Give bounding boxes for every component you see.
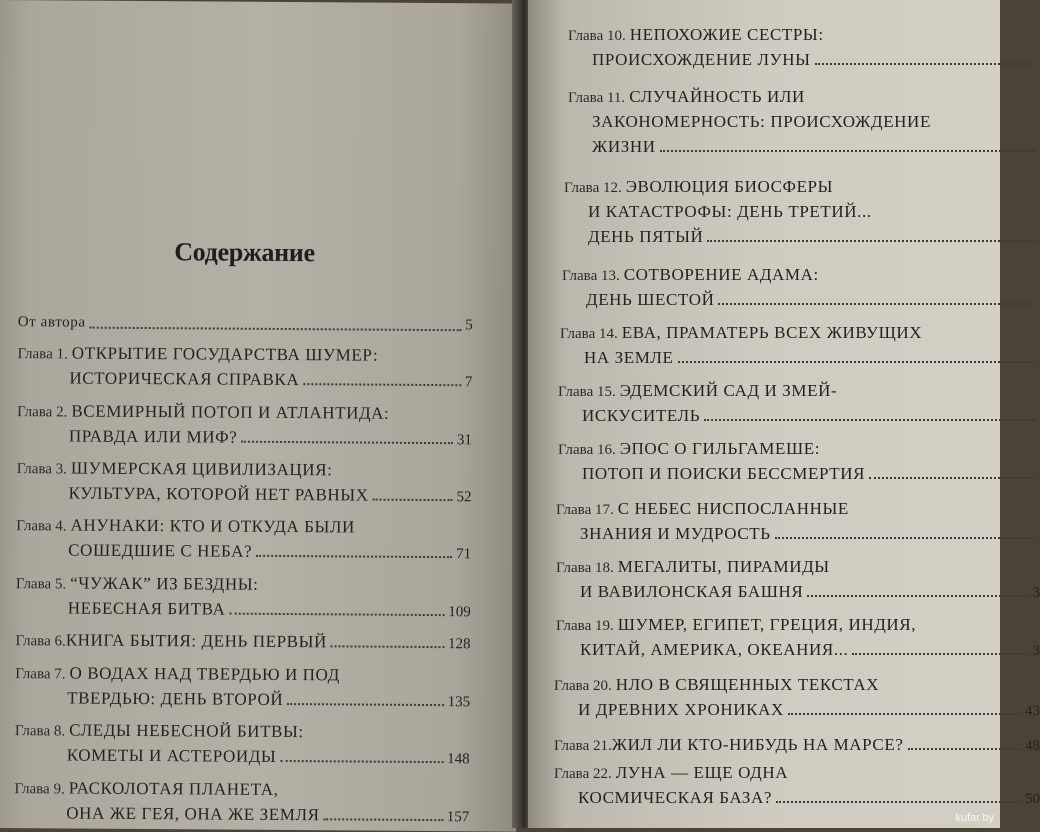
chapter-title: ШУМЕРСКАЯ ЦИВИЛИЗАЦИЯ: xyxy=(71,459,333,480)
toc-entry xyxy=(568,22,1040,72)
toc-entry xyxy=(558,436,1040,486)
chapter-label: Глава 22. xyxy=(554,766,612,782)
toc-page-number: 135 xyxy=(448,690,471,715)
toc-entry xyxy=(560,320,1040,370)
chapter-label: Глава 12. xyxy=(564,180,622,196)
chapter-title: КУЛЬТУРА, КОТОРОЙ НЕТ РАВНЫХ xyxy=(68,480,368,507)
toc-entry xyxy=(15,717,470,770)
toc-entry xyxy=(554,732,1040,757)
toc-entry xyxy=(17,398,472,451)
chapter-title: ЭПОС О ГИЛЬГАМЕШЕ: xyxy=(620,439,820,458)
chapter-label: Глава 21. xyxy=(554,734,612,759)
chapter-title: КНИГА БЫТИЯ: ДЕНЬ ПЕРВЫЙ xyxy=(66,627,327,654)
chapter-title: ДЕНЬ ШЕСТОЙ xyxy=(586,287,714,312)
toc-entry xyxy=(558,378,1040,428)
toc-entry xyxy=(16,455,471,508)
chapter-title: АНУНАКИ: КТО И ОТКУДА БЫЛИ xyxy=(71,516,356,537)
toc-page-number: 128 xyxy=(448,632,471,657)
toc-entry xyxy=(14,775,469,828)
toc-entry xyxy=(562,262,1040,312)
chapter-title: С НЕБЕС НИСПОСЛАННЫЕ xyxy=(618,499,849,518)
chapter-title: И КАТАСТРОФЫ: ДЕНЬ ТРЕТИЙ... xyxy=(588,202,872,221)
toc-page-number: 157 xyxy=(447,805,470,830)
chapter-label: Глава 6. xyxy=(15,629,65,654)
contents-heading: Содержание xyxy=(174,237,315,268)
chapter-label: Глава 4. xyxy=(16,518,66,534)
leader-dots xyxy=(704,418,1036,421)
chapter-title: ЭВОЛЮЦИЯ БИОСФЕРЫ xyxy=(626,177,833,196)
leader-dots xyxy=(303,382,461,386)
chapter-title: НЕБЕСНАЯ БИТВА xyxy=(68,595,226,621)
chapter-label: Глава 1. xyxy=(17,346,67,362)
chapter-title: ЖИЛ ЛИ КТО-НИБУДЬ НА МАРСЕ? xyxy=(612,732,904,757)
toc-page-number: 3 xyxy=(1033,581,1040,606)
toc-page-number: 43 xyxy=(1025,699,1040,724)
chapter-label: Глава 15. xyxy=(558,384,616,400)
leader-dots xyxy=(280,759,443,763)
chapter-label: Глава 14. xyxy=(560,326,618,342)
toc-page-number: 148 xyxy=(447,747,470,772)
toc-page-number: 50 xyxy=(1025,787,1040,812)
chapter-title: ЛУНА — ЕЩЕ ОДНА xyxy=(616,763,788,782)
leader-dots xyxy=(229,612,444,616)
chapter-title: КИТАЙ, АМЕРИКА, ОКЕАНИЯ... xyxy=(580,637,848,662)
leader-dots xyxy=(788,712,1021,715)
toc-entry xyxy=(16,570,471,623)
toc-page-number: 5 xyxy=(465,313,473,338)
leader-dots xyxy=(256,554,452,558)
chapter-title: ВСЕМИРНЫЙ ПОТОП И АТЛАНТИДА: xyxy=(71,402,389,423)
chapter-label: Глава 19. xyxy=(556,618,614,634)
chapter-title: РАСКОЛОТАЯ ПЛАНЕТА, xyxy=(69,778,279,798)
toc-entry xyxy=(554,760,1040,810)
toc-entry xyxy=(16,512,471,565)
toc-page-number: 31 xyxy=(457,428,472,453)
chapter-title: ПРАВДА ИЛИ МИФ? xyxy=(69,423,238,449)
toc-entry xyxy=(17,340,472,393)
chapter-title: СОТВОРЕНИЕ АДАМА: xyxy=(624,265,819,284)
toc-entry-intro xyxy=(18,310,473,338)
chapter-title: И ДРЕВНИХ ХРОНИКАХ xyxy=(578,697,784,722)
toc-entry xyxy=(15,660,470,713)
toc-entry xyxy=(564,174,1040,249)
toc-entry xyxy=(15,627,470,655)
leader-dots xyxy=(331,644,444,648)
chapter-label: Глава 20. xyxy=(554,678,612,694)
chapter-title: О ВОДАХ НАД ТВЕРДЬЮ И ПОД xyxy=(69,664,339,685)
chapter-label: Глава 11. xyxy=(568,90,625,106)
toc-page-number: 52 xyxy=(456,485,471,510)
chapter-title: ИСТОРИЧЕСКАЯ СПРАВКА xyxy=(69,365,299,392)
toc-page-number: 3 xyxy=(1033,639,1040,664)
chapter-title: СЛЕДЫ НЕБЕСНОЙ БИТВЫ: xyxy=(69,721,304,742)
toc-entry xyxy=(554,672,1040,722)
chapter-label: Глава 8. xyxy=(15,723,65,739)
leader-dots xyxy=(908,747,1022,750)
chapter-title: “ЧУЖАК” ИЗ БЕЗДНЫ: xyxy=(70,574,259,594)
chapter-title: ЭДЕМСКИЙ САД И ЗМЕЙ- xyxy=(620,381,837,400)
chapter-title: ПРОИСХОЖДЕНИЕ ЛУНЫ xyxy=(592,47,811,72)
chapter-label: Глава 3. xyxy=(17,461,67,477)
right-page xyxy=(528,0,1000,828)
toc-entry xyxy=(556,554,1040,604)
chapter-title: ОНА ЖЕ ГЕЯ, ОНА ЖЕ ЗЕМЛЯ xyxy=(66,800,319,827)
chapter-title: ПОТОП И ПОИСКИ БЕССМЕРТИЯ xyxy=(582,461,865,486)
toc-page-number: 109 xyxy=(448,600,471,625)
leader-dots xyxy=(807,594,1028,597)
chapter-title: ЗАКОНОМЕРНОСТЬ: ПРОИСХОЖДЕНИЕ xyxy=(592,112,931,131)
leader-dots xyxy=(287,702,443,706)
leader-dots xyxy=(775,536,1036,539)
leader-dots xyxy=(678,360,1036,363)
chapter-title: НЛО В СВЯЩЕННЫХ ТЕКСТАХ xyxy=(616,675,879,694)
leader-dots xyxy=(324,817,443,821)
leader-dots xyxy=(90,326,462,332)
chapter-title: ЗНАНИЯ И МУДРОСТЬ xyxy=(580,521,771,546)
chapter-title: МЕГАЛИТЫ, ПИРАМИДЫ xyxy=(618,557,830,576)
chapter-title: И ВАВИЛОНСКАЯ БАШНЯ xyxy=(580,579,803,604)
chapter-title: КОСМИЧЕСКАЯ БАЗА? xyxy=(578,785,772,810)
leader-dots xyxy=(660,149,1036,152)
leader-dots xyxy=(718,302,1036,305)
chapter-title: СЛУЧАЙНОСТЬ ИЛИ xyxy=(629,87,805,106)
leader-dots xyxy=(373,498,453,502)
toc-entry xyxy=(568,84,1040,159)
chapter-label: Глава 13. xyxy=(562,268,620,284)
chapter-title: ЕВА, ПРАМАТЕРЬ ВСЕХ ЖИВУЩИХ xyxy=(622,323,922,342)
chapter-title: СОШЕДШИЕ С НЕБА? xyxy=(68,537,252,563)
chapter-title: ЖИЗНИ xyxy=(592,134,656,159)
leader-dots xyxy=(815,62,1036,65)
toc-entry xyxy=(556,496,1040,546)
toc-page-number: 71 xyxy=(456,542,471,567)
chapter-label: Глава 18. xyxy=(556,560,614,576)
chapter-label: Глава 7. xyxy=(15,666,65,682)
toc-page-number: 7 xyxy=(465,370,473,395)
toc-page-number: 48 xyxy=(1025,734,1040,759)
chapter-title: НЕПОХОЖИЕ СЕСТРЫ: xyxy=(630,25,824,44)
leader-dots xyxy=(869,476,1036,479)
chapter-label: Глава 9. xyxy=(14,781,64,797)
chapter-label: Глава 10. xyxy=(568,28,626,44)
leader-dots xyxy=(241,440,453,444)
chapter-title: ТВЕРДЬЮ: ДЕНЬ ВТОРОЙ xyxy=(67,685,283,712)
chapter-label: Глава 17. xyxy=(556,502,614,518)
chapter-label: Глава 2. xyxy=(17,404,67,420)
chapter-title: ОТКРЫТИЕ ГОСУДАРСТВА ШУМЕР: xyxy=(72,344,379,365)
chapter-title: ИСКУСИТЕЛЬ xyxy=(582,403,700,428)
chapter-title: ДЕНЬ ПЯТЫЙ xyxy=(588,224,703,249)
chapter-title: НА ЗЕМЛЕ xyxy=(584,345,674,370)
leader-dots xyxy=(707,239,1036,242)
toc-title: От автора xyxy=(18,310,86,335)
chapter-label: Глава 5. xyxy=(16,576,66,592)
leader-dots xyxy=(776,800,1021,803)
watermark-text: kufar.by xyxy=(955,812,994,824)
chapter-title: ШУМЕР, ЕГИПЕТ, ГРЕЦИЯ, ИНДИЯ, xyxy=(618,615,916,634)
toc-entry xyxy=(556,612,1040,662)
chapter-label: Глава 16. xyxy=(558,442,616,458)
chapter-title: КОМЕТЫ И АСТЕРОИДЫ xyxy=(67,742,277,768)
leader-dots xyxy=(852,652,1028,655)
